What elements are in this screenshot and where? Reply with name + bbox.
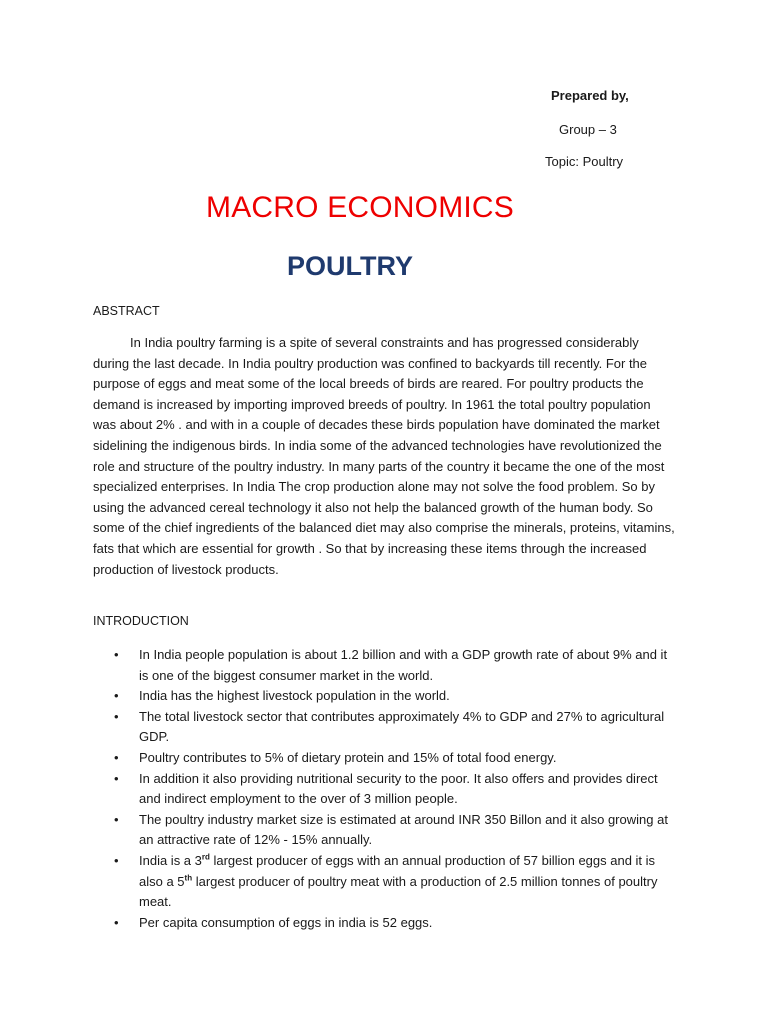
eggs-text-part1: India is a 3	[139, 852, 202, 868]
eggs-text-part2: largest producer of eggs with an annual production of 57 billion eggs and it is also a 5	[139, 852, 656, 889]
list-item-text: In India people population is about 1.2 billion and with a GDP growth rate of about 9% and it is one of the biggest consumer market in the world.	[139, 647, 668, 683]
bullet-dot-icon: •	[114, 852, 119, 868]
list-item	[93, 645, 675, 686]
bullet-dot-icon: •	[114, 647, 119, 662]
prepared-by-label: Prepared by,	[551, 88, 629, 103]
list-item-text: The total livestock sector that contributes approximately 4% to GDP and 27% to agricultural GDP.	[139, 708, 665, 745]
list-item	[93, 769, 675, 810]
list-item-text: In addition it also providing nutritional security to the poor. It also offers and provides direct and indirect employment to the over of 3 million people.	[139, 770, 658, 807]
bullet-dot-icon: •	[114, 914, 119, 930]
document-subtitle: POULTRY	[287, 251, 413, 281]
ordinal-suffix-rd: rd	[201, 852, 210, 862]
list-item-text: India has the highest livestock population in the world.	[139, 688, 450, 704]
bullet-dot-icon: •	[114, 749, 119, 765]
bullet-dot-icon: •	[114, 708, 119, 724]
list-item-eggs	[93, 851, 675, 913]
list-item	[93, 810, 675, 851]
ordinal-suffix-th: th	[184, 873, 193, 883]
list-item	[93, 913, 675, 934]
topic-label: Topic: Poultry	[545, 154, 624, 169]
bullet-dot-icon: •	[114, 770, 119, 786]
list-item	[93, 686, 675, 707]
document-title: MACRO ECONOMICS	[206, 191, 515, 224]
list-item-text: Per capita consumption of eggs in india is 52 eggs.	[139, 914, 433, 930]
group-label: Group – 3	[559, 122, 617, 137]
introduction-heading: INTRODUCTION	[93, 614, 189, 628]
abstract-paragraph: In India poultry farming is a spite of several constraints and has progressed considerably during the last decade. In India poultry production was confined to backyards till recently. For the purpose of eggs and meat some of the local breeds of birds are reared. For poultry products the demand is increased by importing improved breeds of poultry. In 1961 the total poultry population was about 2% . and with in a couple of decades these birds population have dominated the market sidelining the indigenous birds. In india some of the advanced technologies have revolutionized the role and structure of the poultry industry. In many parts of the country it became the one of the most specialized enterprises. In India The crop production alone may not solve the food problem. So by using the advanced cereal technology it also not help the balanced growth of the human body. So some of the chief ingredients of the balanced diet may also comprise the minerals, proteins, vitamins, fats that which are essential for growth . So that by increasing these items through the increased production of livestock products.	[93, 335, 675, 577]
introduction-list	[93, 645, 675, 933]
list-item-text: The poultry industry market size is estimated at around INR 350 Billon and it also growing at an attractive rate of 12% - 15% annually.	[139, 811, 668, 848]
list-item	[93, 748, 675, 769]
list-item	[93, 707, 675, 748]
bullet-dot-icon: •	[114, 688, 119, 704]
list-item-text: Poultry contributes to 5% of dietary protein and 15% of total food energy.	[139, 749, 557, 765]
abstract-heading: ABSTRACT	[93, 304, 160, 318]
eggs-text-part3: largest producer of poultry meat with a production of 2.5 million tonnes of poultry meat.	[139, 873, 658, 910]
bullet-dot-icon: •	[114, 811, 119, 827]
